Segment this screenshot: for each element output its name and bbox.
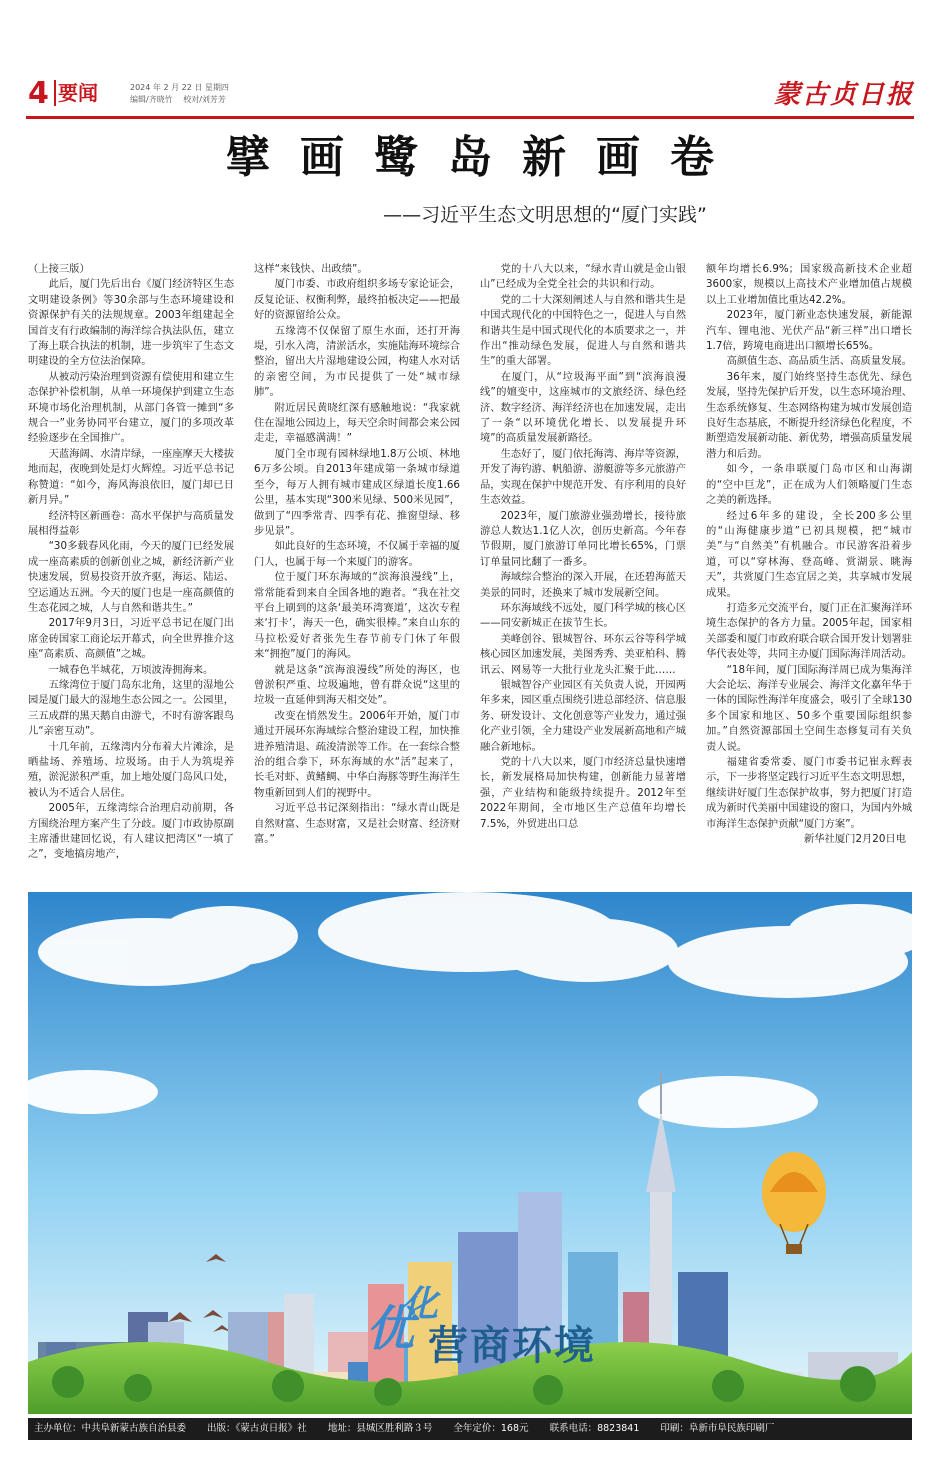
- article-paragraph: 位于厦门环东海域的“滨海浪漫线”上，常常能看到来自全国各地的跑者。“我在社交平台上刷到的这条‘最美环湾赛道’，这次专程来‘打卡’，海天一色，确实很棒。”来自山东的马拉松爱好者张先生春节前专门休了年假来“拥抱”厦门的海风。: [254, 571, 460, 661]
- article-paragraph: 在厦门，从“垃圾海平面”到“滨海浪漫线”的嬗变中，这座城市的文旅经济、绿色经济、数字经济、海洋经济也在加速发展，走出了一条“以环境优化增长、以发展提升环境”的高质量发展新路径。: [480, 370, 686, 445]
- article-paragraph: 厦门全市现有园林绿地1.8万公顷、林地6万多公顷。自2013年建成第一条城市绿道至今，每万人拥有城市建成区绿道长度1.66公里，基本实现“300米见绿、500米见园”，做到了“四季常青、四季有花、推窗望绿、移步见景”。: [254, 447, 460, 537]
- article-column: [28, 262, 234, 890]
- banner-char-hua: 化: [402, 1283, 439, 1325]
- article-paragraph: 经济特区新画卷：高水平保护与高质量发展相得益彰: [28, 509, 234, 537]
- article-paragraph: 银城智谷产业园区有关负责人说，开园两年多来，园区重点围绕引进总部经济、信息服务、研发设计、文化创意等产业发力，通过强化产业引领，全力建设产业发展新高地和产城融合新地标。: [480, 678, 686, 753]
- masthead-divider: [54, 80, 56, 106]
- article-paragraph: 就是这条“滨海浪漫线”所处的海区，也曾淤积严重、垃圾遍地，曾有群众说“这里的垃圾一直延伸到海天相交处”。: [254, 663, 460, 707]
- article-column: [480, 262, 686, 890]
- article-paragraph: 此后，厦门先后出台《厦门经济特区生态文明建设条例》等30余部与生态环境建设和资源保护有关的法规规章。2003年组建起全国首支有行政编制的海洋综合执法队伍，建立了海上联合执法的机制，进一步筑牢了生态文明建设的全方位法治保障。: [28, 278, 234, 368]
- article-paragraph: 五缘湾不仅保留了原生水面，还打开海堤，引水入湾，清淤活水，实施陆海环境综合整治，留出大片湿地建设公园，构建人水对话的亲密空间，为市民提供了一处“城市绿肺”。: [254, 324, 460, 399]
- article-paragraph: 打造多元交流平台，厦门正在汇聚海洋环境生态保护的各方力量。2005年起，国家相关部委和厦门市政府联合联合国开发计划署驻华代表处等，共同主办厦门国际海洋周活动。: [706, 601, 912, 661]
- article-paragraph: 2023年，厦门新业态快速发展，新能源汽车、锂电池、光伏产品“新三样”出口增长1.7倍，跨境电商进出口额增长65%。: [706, 309, 912, 353]
- article-paragraph: 36年来，厦门始终坚持生态优先、绿色发展，坚持先保护后开发，以生态环境治理、生态系统修复、生态网络构建为城市发展创造良好生态基底，不断提升经济绿色化程度，不断塑造发展新动能、新优势，增强高质量发展潜力和后劲。: [706, 370, 912, 460]
- footer-publisher: 出版：《蒙古贞日报》社: [207, 1423, 307, 1434]
- article-paragraph: 十几年前，五缘湾内分布着大片滩涂，是晒盐场、养殖场、垃圾场。由于人为筑堤养殖，淤泥淤积严重，加上地处厦门岛风口处，被认为不适合人居住。: [28, 740, 234, 799]
- article-paragraph: 生态好了，厦门依托海湾、海岸等资源，开发了海钓游、帆船游、游艇游等多元旅游产品，实现在保护中规范开发、有序利用的良好生态效益。: [480, 447, 686, 507]
- article-paragraph: 五缘湾位于厦门岛东北角，这里的湿地公园是厦门最大的湿地生态公园之一。公园里，三五成群的黑天鹅自由游弋，不时有游客跟鸟儿“亲密互动”。: [28, 678, 234, 738]
- article-paragraph: （上接三版）: [28, 263, 90, 275]
- editor-line: 编辑/齐晓竹 校对/刘芳芳: [130, 95, 226, 104]
- article-column: [706, 262, 912, 890]
- banner-char-you: 优: [366, 1301, 415, 1357]
- date-line: 2024 年 2 月 22 日 星期四: [130, 83, 229, 92]
- article-paragraph: 2017年9月3日，习近平总书记在厦门出席金砖国家工商论坛开幕式，向全世界推介这座“高素质、高颜值”之城。: [28, 617, 234, 661]
- article-paragraph: 经过6年多的建设，全长200多公里的“山海健康步道”已初具规模，把“城市美”与“自然美”有机融合。市民游客沿着步道，可以“穿林海、登高峰、赏湖景、眺海天”，共赏厦门生态宜居之美，共享城市发展成果。: [706, 509, 912, 599]
- masthead-rule: [26, 116, 914, 119]
- article-paragraph: 新华社厦门2月20日电: [803, 833, 906, 846]
- article-paragraph: 改变在悄然发生。2006年开始，厦门市通过开展环东海域综合整治建设工程，加快推进养殖清退、疏浚清淤等工作。在一套综合整治的组合拳下，环东海域的水“活”起来了，长毛对虾、黄鳍鲷、中华白海豚等野生海洋生物重新回到人们的视野中。: [254, 709, 460, 799]
- masthead-meta: [130, 82, 229, 106]
- article-paragraph: 如今，一条串联厦门岛市区和山海湖的“空中巨龙”，正在成为人们领略厦门生态之美的新选择。: [706, 463, 912, 507]
- article-body: [28, 262, 912, 890]
- article-paragraph: 党的十八大以来，“绿水青山就是金山银山”已经成为全党全社会的共识和行动。: [480, 263, 686, 291]
- masthead: [26, 70, 914, 122]
- footer-address: 地址：县城区胜利路３号: [327, 1423, 433, 1434]
- footer-imprint: [28, 1418, 912, 1440]
- section-name: 要闻: [58, 81, 98, 105]
- article-paragraph: “30多载春风化雨，今天的厦门已经发展成一座高素质的创新创业之城，新经济新产业快速发展，贸易投资开放齐驱，海运、陆运、空运通达五洲。今天的厦门也是一座高颜值的生态花园之城，人与自然和谐共生。”: [28, 540, 234, 614]
- article-paragraph: 2005年，五缘湾综合治理启动前期，各方围绕治理方案产生了分歧。厦门市政协原副主席潘世建回忆说，有人建议把湾区“一填了之”，变地搞房地产，: [28, 802, 234, 861]
- article-paragraph: 一城春色半城花，万顷波涛拥海来。: [48, 663, 214, 676]
- article-paragraph: 天蓝海阔、水清岸绿，一座座摩天大楼拔地而起，夜晚到处是灯火辉煌。习近平总书记称赞道：“如今，海风海浪依旧，厦门却已日新月异。”: [28, 447, 234, 507]
- article-paragraph: 这样“来钱快、出政绩”。: [254, 263, 368, 275]
- article-paragraph: 海域综合整治的深入开展，在还碧海蓝天美景的同时，还换来了城市发展新空间。: [480, 571, 686, 599]
- article-column: [254, 262, 460, 890]
- paper-name-logo: 蒙古贞日报: [773, 80, 914, 110]
- article-paragraph: 福建省委常委、厦门市委书记崔永辉表示，下一步将坚定践行习近平生态文明思想，继续讲好厦门生态保护故事，努力把厦门打造成为新时代美丽中国建设的窗口，为国内外城市海洋生态保护贡献“厦门方案”。: [706, 756, 912, 830]
- article-paragraph: “18年间，厦门国际海洋周已成为集海洋大会论坛、海洋专业展会、海洋文化嘉年华于一体的国际性海洋年度盛会，吸引了全球130多个国家和地区、50多个重要国际组织参加。”自然资源部国土空间生态修复司有关负责人说。: [706, 663, 912, 753]
- article-paragraph: 美峰创谷、银城智谷、环东云谷等科学城核心园区加速发展，美图秀秀、美亚柏科、腾讯云、网易等一大批行业龙头汇聚于此……: [480, 632, 686, 676]
- article-paragraph: 厦门市委、市政府组织多场专家论证会，反复论证、权衡利弊，最终拍板决定——把最好的资源留给公众。: [254, 278, 460, 322]
- article-paragraph: 从被动污染治理到资源有偿使用和建立生态保护补偿机制，从单一环境保护到建立生态环境市场化治理机制，从部门各管一摊到“多规合一”业务协同平台建立，厦门的多项改革经验逐步在全国推广。: [28, 370, 234, 445]
- article-paragraph: 如此良好的生态环境，不仅属于幸福的厦门人，也属于每一个来厦门的游客。: [254, 540, 460, 568]
- article-paragraph: 党的二十大深刻阐述人与自然和谐共生是中国式现代化的中国特色之一，促进人与自然和谐共生是中国式现代化的本质要求之一，并作出“推动绿色发展，促进人与自然和谐共生”的重大部署。: [480, 293, 686, 368]
- article-paragraph: 党的十八大以来，厦门市经济总量快速增长，新发展格局加快构建，创新能力显著增强，产业结构和能级持续提升。2012年至2022年期间，全市地区生产总值年均增长7.5%，外贸进出口总: [480, 756, 686, 830]
- business-environment-illustration: [28, 892, 912, 1414]
- page-number: 4: [28, 76, 49, 111]
- footer-phone: 联系电话：8823841: [549, 1423, 640, 1434]
- banner-title: 营商环境: [428, 1322, 596, 1369]
- article-paragraph: 习近平总书记深刻指出：“绿水青山既是自然财富、生态财富，又是社会财富、经济财富。”: [254, 802, 460, 846]
- subhead: ——习近平生态文明思想的“厦门实践”: [383, 204, 707, 226]
- article-paragraph: 额年均增长6.9%；国家级高新技术企业超3600家，规模以上高技术产业增加值占规模以上工业增加值比重达42.2%。: [706, 263, 912, 306]
- headline: 擘画鹭岛新画卷: [226, 132, 744, 183]
- article-paragraph: 2023年，厦门旅游业强劲增长，接待旅游总人数达1.1亿人次，创历史新高。今年春节假期，厦门旅游订单同比增长65%，门票订单量同比翻了一番多。: [480, 509, 686, 568]
- article-paragraph: 环东海域线不远处，厦门科学城的核心区——同安新城正在拔节生长。: [480, 601, 686, 630]
- footer-sponsor: 主办单位：中共阜新蒙古族自治县委: [34, 1423, 187, 1434]
- article-paragraph: 附近居民黄晓红深有感触地说：“我家就住在湿地公园边上，每天空余时间都会来公园走走，幸福感满满！”: [254, 401, 460, 445]
- footer-printer: 印刷：阜新市阜民族印刷厂: [660, 1423, 775, 1434]
- article-paragraph: 高颜值生态、高品质生活、高质量发展。: [726, 355, 912, 368]
- footer-price: 全年定价：168元: [453, 1423, 529, 1434]
